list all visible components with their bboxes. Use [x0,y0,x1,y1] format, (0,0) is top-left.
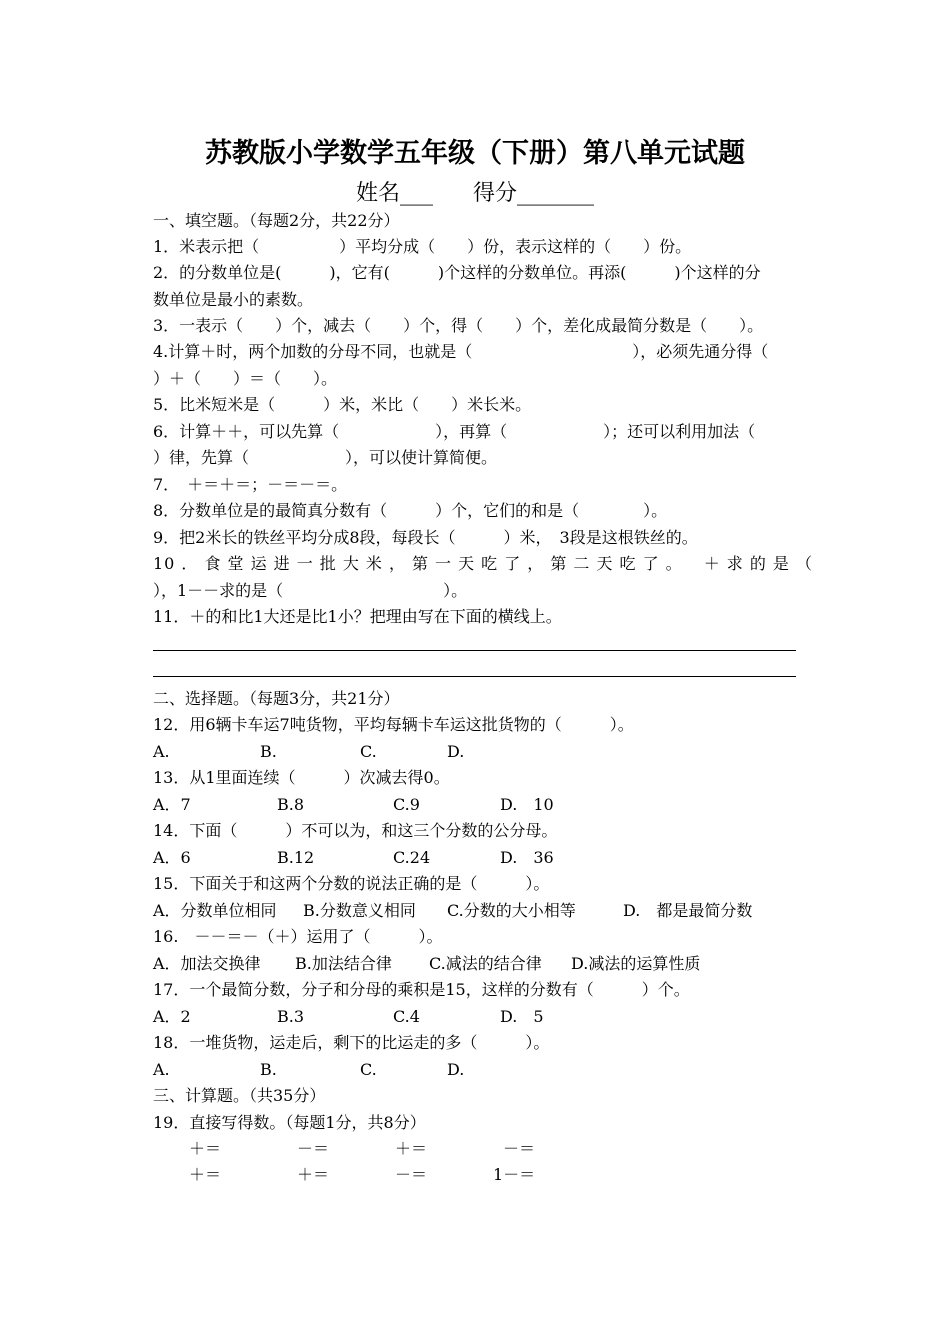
section3-heading: 三、计算题。（共35分） [153,1086,326,1105]
option-b[interactable]: B.分数意义相同 [303,901,416,920]
calc-item: ＋＝ [189,1165,222,1184]
calc-item: ＋＝ [395,1139,428,1158]
option-c[interactable]: C.9 [393,795,420,814]
calc-item: －＝ [503,1139,536,1158]
option-b[interactable]: B.3 [277,1007,305,1026]
option-a[interactable]: A. [153,742,170,761]
page-title: 苏教版小学数学五年级（下册）第八单元试题 [205,138,745,169]
question-15: 15．下面关于和这两个分数的说法正确的是（ ）。 [153,874,550,893]
name-field[interactable]: 姓名___ [355,181,433,206]
option-d[interactable]: D. [447,1060,465,1079]
question-4-line2: ）＋（ ）＝（ ）。 [153,369,338,388]
calc-item: 1－＝ [493,1165,536,1184]
calc-item: ＋＝ [189,1139,222,1158]
option-a[interactable]: A. [153,1060,170,1079]
option-d[interactable]: D. 36 [500,848,554,867]
option-d[interactable]: D.减法的运算性质 [571,954,701,973]
calc-item: ＋＝ [297,1165,330,1184]
question-2-line2: 数单位是最小的素数。 [153,290,314,309]
name-score-bar [0,180,950,208]
section1-heading: 一、填空题。（每题2分，共22分） [153,211,400,230]
question-4-line1: 4.计算＋时，两个加数的分母不同，也就是（ ），必须先通分得（ [153,342,769,361]
question-9: 9．把2米长的铁丝平均分成8段，每段长（ ）米， 3段是这根铁丝的。 [153,528,698,547]
question-1: 1．米表示把（ ）平均分成（ ）份，表示这样的（ ）份。 [153,237,692,256]
option-a[interactable]: A．2 [153,1007,191,1026]
option-a[interactable]: A．加法交换律 [153,954,261,973]
question-12: 12．用6辆卡车运7吨货物，平均每辆卡车运这批货物的（ ）。 [153,715,634,734]
option-b[interactable]: B.8 [277,795,305,814]
question-6-line1: 6．计算＋＋，可以先算（ ），再算（ ）；还可以利用加法（ [153,422,756,441]
question-11: 11．＋的和比1大还是比1小？把理由写在下面的横线上。 [153,607,562,626]
option-c[interactable]: C.分数的大小相等 [447,901,576,920]
option-b[interactable]: B. [260,1060,277,1079]
question-8: 8．分数单位是的最简真分数有（ ）个，它们的和是（ ）。 [153,501,668,520]
question-7: 7． ＋＝＋＝；－＝－＝。 [153,475,348,494]
question-17: 17．一个最简分数，分子和分母的乘积是15，这样的分数有（ ）个。 [153,980,690,999]
answer-line-2[interactable] [153,676,796,677]
option-a[interactable]: A．分数单位相同 [153,901,277,920]
question-10-line1: 10．食堂运进一批大米，第一天吃了，第二天吃了。 ＋求的是（ [153,554,813,573]
question-2-line1: 2．的分数单位是( )，它有( )个这样的分数单位。再添( )个这样的分 [153,263,761,282]
option-d[interactable]: D. 5 [500,1007,544,1026]
question-14: 14．下面（ ）不可以为，和这三个分数的公分母。 [153,821,558,840]
option-a[interactable]: A．6 [153,848,191,867]
section2-heading: 二、选择题。（每题3分，共21分） [153,689,400,708]
question-18: 18．一堆货物，运走后，剩下的比运走的多（ ）。 [153,1033,550,1052]
calc-item: －＝ [395,1165,428,1184]
calc-item: －＝ [297,1139,330,1158]
question-10-line2: ），1－－求的是（ ）。 [153,581,468,600]
question-5: 5．比米短米是（ ）米，米比（ ）米长米。 [153,395,532,414]
question-6-line2: ）律，先算（ ），可以使计算简便。 [153,448,498,467]
option-c[interactable]: C. [360,1060,377,1079]
option-b[interactable]: B. [260,742,277,761]
answer-line-1[interactable] [153,650,796,651]
option-a[interactable]: A．7 [153,795,191,814]
option-c[interactable]: C.24 [393,848,431,867]
question-19: 19．直接写得数。（每题1分，共8分） [153,1113,426,1132]
score-field[interactable]: 得分_______ [473,181,595,206]
question-13: 13．从1里面连续（ ）次减去得0。 [153,768,450,787]
option-d[interactable]: D. [447,742,465,761]
option-d[interactable]: D. 都是最简分数 [623,901,753,920]
question-3: 3．一表示（ ）个，减去（ ）个，得（ ）个，差化成最简分数是（ ）。 [153,316,764,335]
option-b[interactable]: B.加法结合律 [295,954,392,973]
option-d[interactable]: D. 10 [500,795,554,814]
option-c[interactable]: C.4 [393,1007,420,1026]
option-b[interactable]: B.12 [277,848,315,867]
question-16: 16. －－＝－（＋）运用了（ ）。 [153,927,443,946]
option-c[interactable]: C. [360,742,377,761]
option-c[interactable]: C.减法的结合律 [429,954,542,973]
